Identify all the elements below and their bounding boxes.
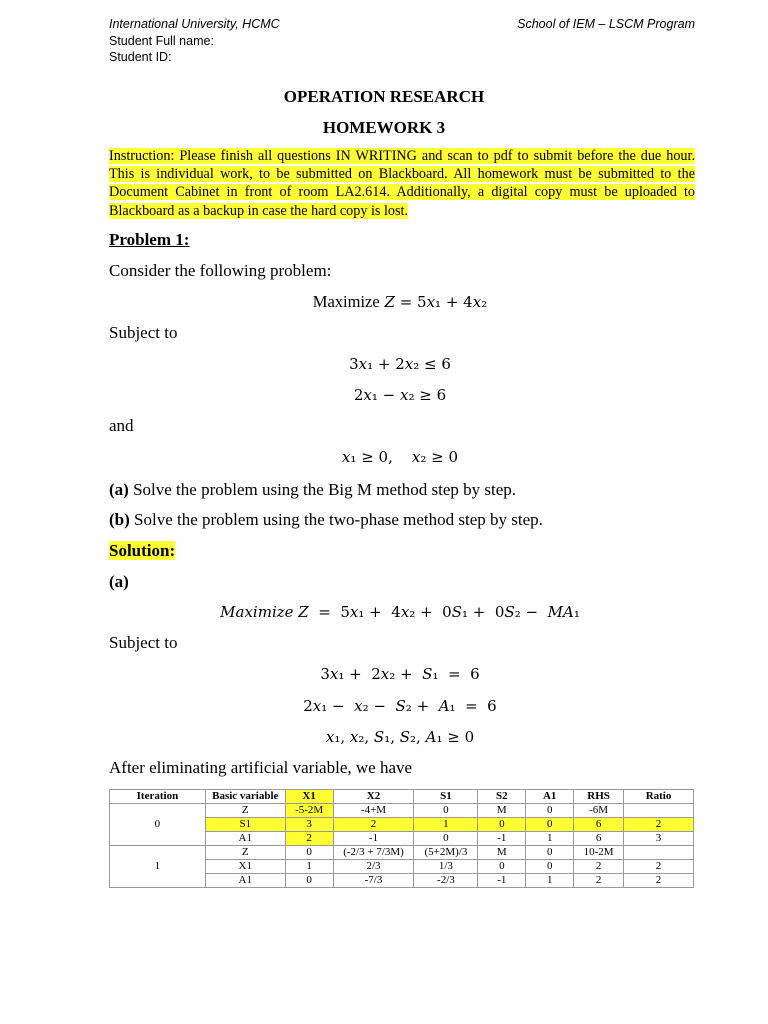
table-cell: 6 [574,818,624,832]
standard-objective: Maximize Z = 5x₁ + 4x₂ + 0S₁ + 0S₂ − MA₁ [220,603,580,621]
solution-label: Solution: [109,541,176,560]
table-cell: -6M [574,804,624,818]
table-cell: 2 [574,874,624,888]
table-cell: 0 [526,846,574,860]
simplex-tableau [109,789,694,888]
table-cell: 6 [574,832,624,846]
header-iteration: Iteration [110,790,206,804]
table-cell: 2/3 [333,860,414,874]
table-cell: 2 [333,818,414,832]
header-basic-variable: Basic variable [205,790,285,804]
table-cell: S1 [205,818,285,832]
objective-function: Maximize Z = 5x₁ + 4x₂ [312,292,488,311]
table-cell: 0 [526,818,574,832]
table-header-row [110,790,694,804]
table-row [110,804,694,818]
part-b-label: (b) [109,510,130,529]
table-cell: 0 [414,804,478,818]
part-a-text: Solve the problem using the Big M method step by step. [128,480,517,499]
student-id-label: Student ID: [109,50,172,64]
table-cell: Z [205,846,285,860]
university-name: International University, HCMC [109,17,280,31]
table-cell: (5+2M)/3 [414,846,478,860]
header-s1: S1 [414,790,478,804]
and-label: and [109,416,134,435]
standard-constraint-1: 3x₁ + 2x₂ + S₁ = 6 [320,665,480,683]
program-name: School of IEM – LSCM Program [517,17,695,31]
header-s2: S2 [478,790,526,804]
table-cell: -2/3 [414,874,478,888]
table-cell: 1/3 [414,860,478,874]
table-cell: 2 [285,832,333,846]
header-ratio: Ratio [624,790,694,804]
table-cell: -5-2M [285,804,333,818]
subject-to-label: Subject to [109,323,178,342]
consider-text: Consider the following problem: [109,261,332,280]
table-cell: 2 [574,860,624,874]
after-eliminating-text: After eliminating artificial variable, we have [109,758,413,777]
table-cell: 2 [624,874,694,888]
table-cell: A1 [205,832,285,846]
part-a-label: (a) [109,480,129,499]
table-cell: M [478,804,526,818]
solution-part-a: (a) [109,572,129,591]
table-cell: 0 [285,846,333,860]
table-cell: 0 [285,874,333,888]
table-cell [624,804,694,818]
table-cell: 2 [624,860,694,874]
table-cell: -1 [478,874,526,888]
table-cell: X1 [205,860,285,874]
table-cell: A1 [205,874,285,888]
constraint-1: 3x₁ + 2x₂ ≤ 6 [349,355,451,373]
table-cell: 10-2M [574,846,624,860]
table-cell: 0 [478,860,526,874]
table-cell [624,846,694,860]
constraint-2: 2x₁ − x₂ ≥ 6 [353,386,447,404]
nonnegativity: x₁ ≥ 0, x₂ ≥ 0 [341,448,459,466]
table-cell: 1 [285,860,333,874]
table-cell: 3 [285,818,333,832]
table-cell: -1 [478,832,526,846]
maximize-word: Maximize [312,292,380,311]
table-cell: 1 [414,818,478,832]
table-cell: 1 [526,832,574,846]
standard-nonnegativity: x₁, x₂, S₁, S₂, A₁ ≥ 0 [325,728,475,746]
subject-to-label-2: Subject to [109,633,178,652]
table-cell: (-2/3 + 7/3M) [333,846,414,860]
page-subtitle: HOMEWORK 3 [322,118,446,137]
part-b-question [109,510,543,530]
page-title: OPERATION RESEARCH [283,87,485,106]
header-rhs: RHS [574,790,624,804]
table-cell: 0 [414,832,478,846]
table-cell: -1 [333,832,414,846]
iteration-cell: 1 [110,846,206,888]
table-cell: -4+M [333,804,414,818]
table-cell: 1 [526,874,574,888]
table-row [110,846,694,860]
table-cell: 2 [624,818,694,832]
header-a1: A1 [526,790,574,804]
solution-heading [109,541,175,561]
table-cell: 0 [526,860,574,874]
table-cell: 3 [624,832,694,846]
instruction-text: Instruction: Please finish all questions IN WRITING and scan to pdf to submit before the due hour. This is individual work, to be submitted on Blackboard. All homework must be submitted to the Document Cabinet in front of room LA2.614. Additionally, a digital copy must be uploaded to Blackboard as a backup in case the hard copy is lost. [109,148,695,219]
instruction-paragraph [109,147,695,220]
table-cell: M [478,846,526,860]
part-b-text: Solve the problem using the two-phase method step by step. [129,510,543,529]
table-cell: 0 [478,818,526,832]
standard-constraint-2: 2x₁ − x₂ − S₂ + A₁ = 6 [303,697,497,715]
table-cell: Z [205,804,285,818]
table-cell: 0 [526,804,574,818]
problem-heading: Problem 1: [109,230,190,249]
header-x2: X2 [333,790,414,804]
iteration-cell: 0 [110,804,206,846]
table-cell: -7/3 [333,874,414,888]
part-a-question [109,480,516,500]
header-x1: X1 [285,790,333,804]
student-name-label: Student Full name: [109,34,214,48]
